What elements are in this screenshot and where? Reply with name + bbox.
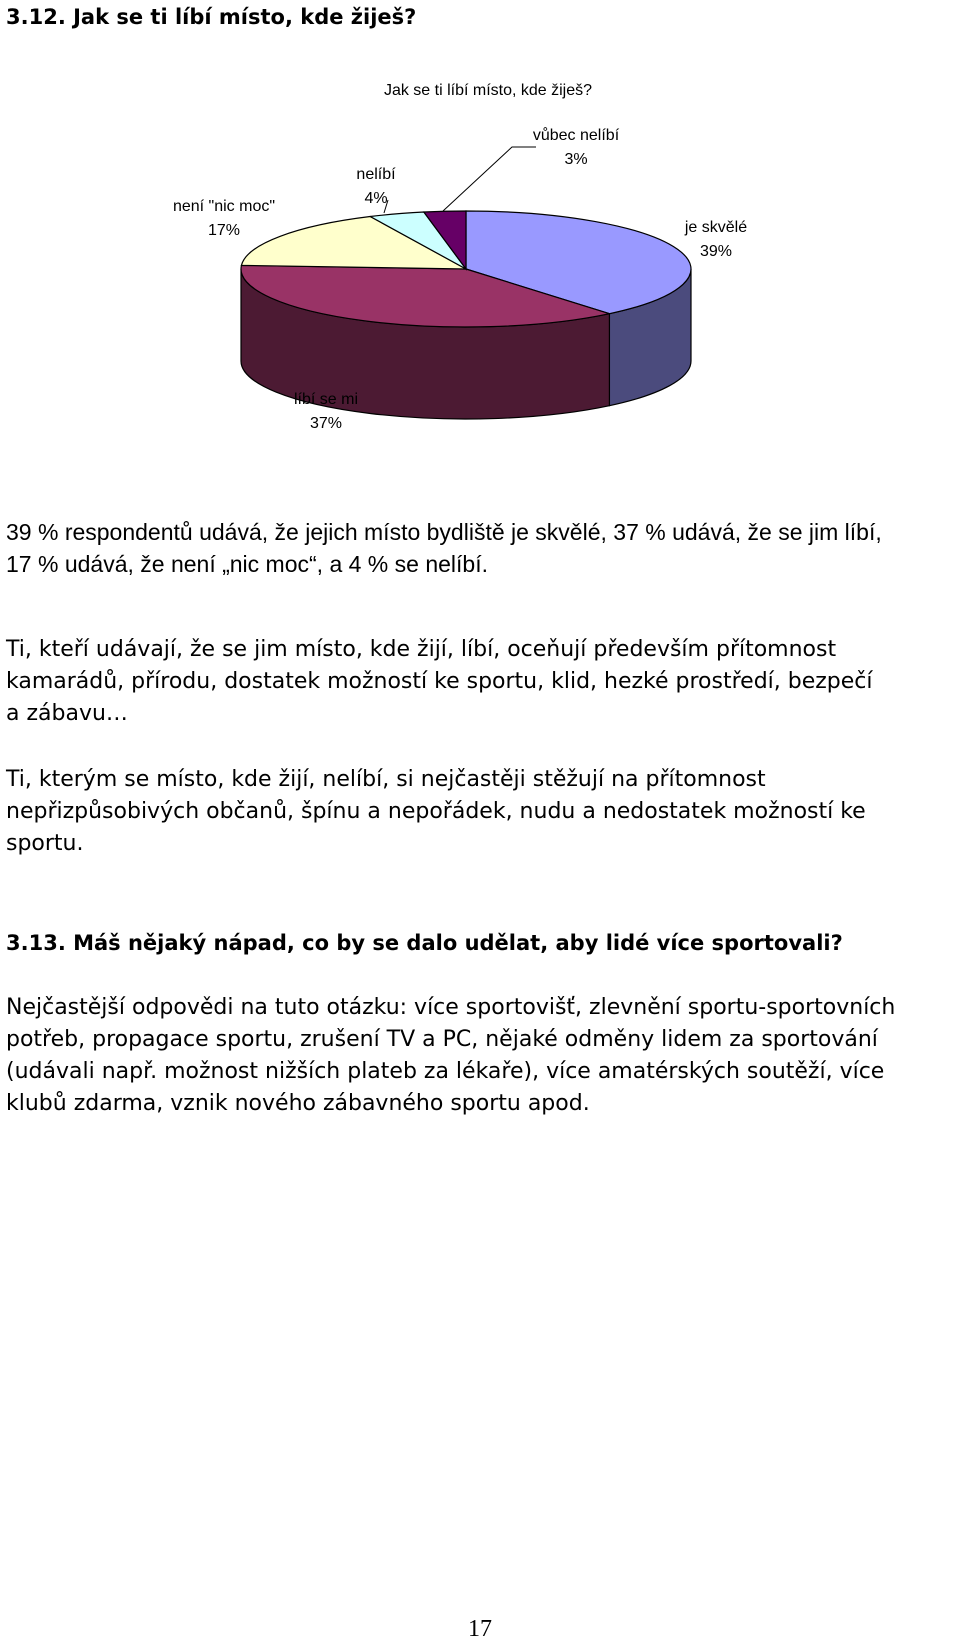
section-heading-3-12: 3.12. Jak se ti líbí místo, kde žiješ? bbox=[6, 5, 417, 29]
summary-line: 17 % udává, že není „nic moc“, a 4 % se nelíbí. bbox=[6, 551, 488, 577]
slice-value-label: 39% bbox=[699, 243, 733, 260]
slice-value-label: 4% bbox=[364, 190, 388, 207]
negative-paragraph bbox=[6, 764, 951, 860]
slice-value-label: 3% bbox=[564, 151, 588, 168]
negative-line: Ti, kterým se místo, kde žijí, nelíbí, si nejčastěji stěžují na přítomnost bbox=[6, 767, 766, 792]
chart-title: Jak se ti líbí místo, kde žiješ? bbox=[383, 82, 593, 99]
ideas-line: Nejčastější odpovědi na tuto otázku: více sportovišť, zlevnění sportu-sportovních bbox=[6, 995, 896, 1020]
section-heading-3-13: 3.13. Máš nějaký nápad, co by se dalo udělat, aby lidé více sportovali? bbox=[6, 931, 843, 955]
positive-line: a zábavu… bbox=[6, 701, 128, 726]
ideas-line: (udávali např. možnost nižších plateb za lékaře), více amatérských soutěží, více bbox=[6, 1059, 885, 1084]
slice-label: vůbec nelíbí bbox=[532, 127, 620, 144]
summary-paragraph bbox=[6, 516, 951, 580]
page-number: 17 bbox=[468, 1616, 492, 1642]
slice-value-label: 17% bbox=[207, 222, 241, 239]
leader-line bbox=[443, 147, 536, 211]
summary-line: 39 % respondentů udává, že jejich místo bydliště je skvělé, 37 % udává, že se jim líbí, bbox=[6, 519, 882, 545]
slice-value-label: 37% bbox=[309, 415, 343, 432]
ideas-line: klubů zdarma, vznik nového zábavného sportu apod. bbox=[6, 1091, 590, 1116]
slice-label: líbí se mi bbox=[293, 391, 359, 408]
ideas-line: potřeb, propagace sportu, zrušení TV a PC, nějaké odměny lidem za sportování bbox=[6, 1027, 878, 1052]
ideas-paragraph bbox=[6, 992, 951, 1120]
negative-line: sportu. bbox=[6, 831, 84, 856]
slice-label: nelíbí bbox=[356, 166, 396, 183]
slice-label: je skvělé bbox=[684, 219, 748, 236]
positive-line: Ti, kteří udávají, že se jim místo, kde žijí, líbí, oceňují především přítomnost bbox=[6, 637, 837, 662]
negative-line: nepřizpůsobivých občanů, špínu a nepořádek, nudu a nedostatek možností ke bbox=[6, 799, 866, 824]
pie-chart bbox=[0, 70, 960, 470]
slice-label: není "nic moc" bbox=[172, 198, 276, 215]
positive-paragraph bbox=[6, 634, 951, 730]
positive-line: kamarádů, přírodu, dostatek možností ke sportu, klid, hezké prostředí, bezpečí bbox=[6, 669, 873, 694]
